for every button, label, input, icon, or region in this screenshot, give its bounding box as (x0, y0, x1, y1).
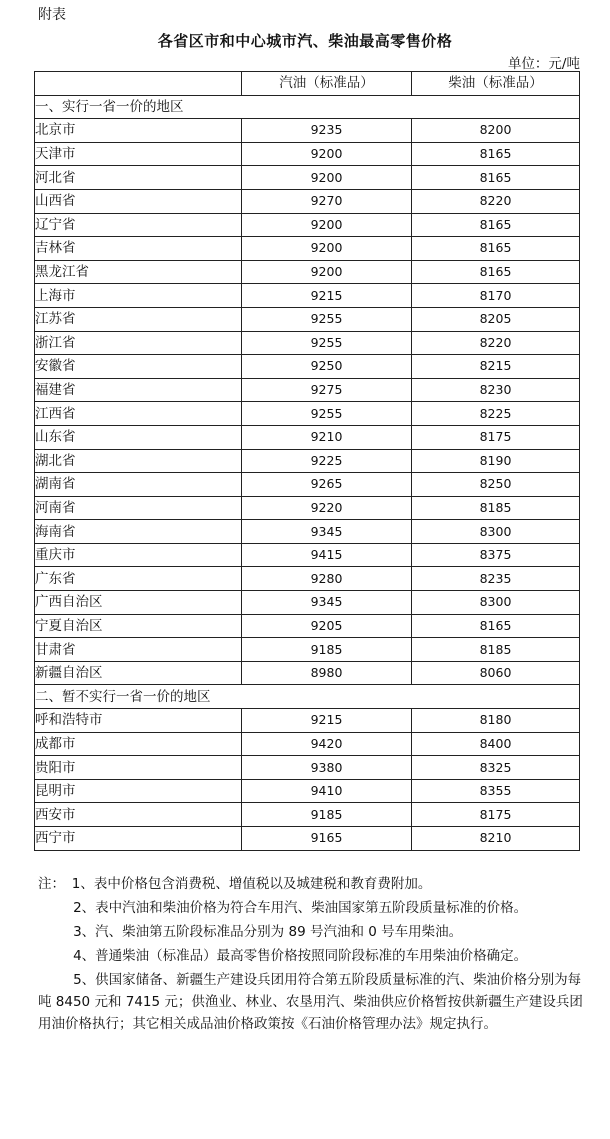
gasoline-price-cell: 9270 (242, 189, 412, 213)
region-cell: 福建省 (35, 378, 242, 402)
section-row (35, 95, 580, 119)
region-cell: 昆明市 (35, 779, 242, 803)
diesel-price-cell: 8165 (412, 213, 580, 237)
table-row (35, 591, 580, 615)
diesel-price-cell: 8250 (412, 473, 580, 497)
diesel-price-cell: 8230 (412, 378, 580, 402)
region-cell: 北京市 (35, 119, 242, 143)
gasoline-price-cell: 9415 (242, 543, 412, 567)
table-row (35, 260, 580, 284)
gasoline-price-cell: 9280 (242, 567, 412, 591)
gasoline-price-cell: 9185 (242, 803, 412, 827)
diesel-price-cell: 8170 (412, 284, 580, 308)
table-row (35, 307, 580, 331)
diesel-price-cell: 8300 (412, 520, 580, 544)
region-cell: 山西省 (35, 189, 242, 213)
region-cell: 海南省 (35, 520, 242, 544)
region-cell: 上海市 (35, 284, 242, 308)
table-row (35, 449, 580, 473)
gasoline-price-cell: 9380 (242, 756, 412, 780)
diesel-price-cell: 8235 (412, 567, 580, 591)
table-row (35, 142, 580, 166)
table-row (35, 166, 580, 190)
gasoline-price-cell: 9255 (242, 331, 412, 355)
diesel-price-cell: 8060 (412, 661, 580, 685)
table-row (35, 189, 580, 213)
table-row (35, 355, 580, 379)
region-cell: 江西省 (35, 402, 242, 426)
diesel-price-cell: 8200 (412, 119, 580, 143)
region-cell: 浙江省 (35, 331, 242, 355)
diesel-price-cell: 8215 (412, 355, 580, 379)
table-row (35, 614, 580, 638)
diesel-price-cell: 8220 (412, 189, 580, 213)
table-row (35, 378, 580, 402)
diesel-price-cell: 8400 (412, 732, 580, 756)
region-cell: 甘肃省 (35, 638, 242, 662)
gasoline-price-cell: 9215 (242, 284, 412, 308)
table-row (35, 119, 580, 143)
gasoline-price-cell: 9410 (242, 779, 412, 803)
region-cell: 安徽省 (35, 355, 242, 379)
section-row (35, 685, 580, 709)
gasoline-price-cell: 9205 (242, 614, 412, 638)
table-row (35, 473, 580, 497)
header-row (35, 72, 580, 96)
diesel-price-cell: 8175 (412, 425, 580, 449)
price-table (34, 71, 580, 851)
diesel-price-cell: 8175 (412, 803, 580, 827)
table-row (35, 756, 580, 780)
diesel-price-cell: 8220 (412, 331, 580, 355)
header-diesel: 柴油（标准品） (412, 72, 580, 96)
diesel-price-cell: 8165 (412, 260, 580, 284)
diesel-price-cell: 8165 (412, 614, 580, 638)
gasoline-price-cell: 9255 (242, 402, 412, 426)
diesel-price-cell: 8225 (412, 402, 580, 426)
note-item: 3、汽、柴油第五阶段标准品分别为 89 号汽油和 0 号车用柴油。 (73, 924, 463, 940)
diesel-price-cell: 8190 (412, 449, 580, 473)
region-cell: 广东省 (35, 567, 242, 591)
diesel-price-cell: 8210 (412, 827, 580, 851)
diesel-price-cell: 8185 (412, 496, 580, 520)
region-cell: 贵阳市 (35, 756, 242, 780)
region-cell: 广西自治区 (35, 591, 242, 615)
table-row (35, 827, 580, 851)
diesel-price-cell: 8185 (412, 638, 580, 662)
table-row (35, 331, 580, 355)
table-row (35, 779, 580, 803)
gasoline-price-cell: 9215 (242, 709, 412, 733)
table-row (35, 213, 580, 237)
diesel-price-cell: 8165 (412, 166, 580, 190)
region-cell: 成都市 (35, 732, 242, 756)
table-row (35, 638, 580, 662)
diesel-price-cell: 8165 (412, 142, 580, 166)
diesel-price-cell: 8355 (412, 779, 580, 803)
region-cell: 辽宁省 (35, 213, 242, 237)
region-cell: 重庆市 (35, 543, 242, 567)
table-row (35, 496, 580, 520)
note-item: 2、表中汽油和柴油价格为符合车用汽、柴油国家第五阶段质量标准的价格。 (73, 900, 528, 916)
table-row (35, 803, 580, 827)
diesel-price-cell: 8325 (412, 756, 580, 780)
notes (38, 873, 586, 1037)
region-cell: 黑龙江省 (35, 260, 242, 284)
region-cell: 天津市 (35, 142, 242, 166)
table-row (35, 567, 580, 591)
region-cell: 湖南省 (35, 473, 242, 497)
diesel-price-cell: 8375 (412, 543, 580, 567)
gasoline-price-cell: 9220 (242, 496, 412, 520)
table-row (35, 237, 580, 261)
table-row (35, 425, 580, 449)
table-row (35, 709, 580, 733)
table-row (35, 543, 580, 567)
header-gasoline: 汽油（标准品） (242, 72, 412, 96)
gasoline-price-cell: 9200 (242, 213, 412, 237)
note-item: 5、供国家储备、新疆生产建设兵团用符合第五阶段质量标准的汽、柴油价格分别为每吨 8450 元和 7415 元；供渔业、林业、农垦用汽、柴油供应价格暂按供新疆生产建设兵团用油价格执行；其它相关成品油价格政策按《石油价格管理办法》规定执行。 (38, 972, 583, 1032)
region-cell: 新疆自治区 (35, 661, 242, 685)
table-row (35, 402, 580, 426)
gasoline-price-cell: 9345 (242, 591, 412, 615)
gasoline-price-cell: 9420 (242, 732, 412, 756)
section-label: 二、暂不实行一省一价的地区 (35, 685, 580, 709)
gasoline-price-cell: 9200 (242, 260, 412, 284)
table-row (35, 661, 580, 685)
diesel-price-cell: 8165 (412, 237, 580, 261)
region-cell: 西宁市 (35, 827, 242, 851)
note-item: 4、普通柴油（标准品）最高零售价格按照同阶段标准的车用柴油价格确定。 (73, 948, 528, 964)
gasoline-price-cell: 9255 (242, 307, 412, 331)
gasoline-price-cell: 9250 (242, 355, 412, 379)
gasoline-price-cell: 9225 (242, 449, 412, 473)
gasoline-price-cell: 9200 (242, 142, 412, 166)
table-row (35, 732, 580, 756)
region-cell: 吉林省 (35, 237, 242, 261)
gasoline-price-cell: 8980 (242, 661, 412, 685)
section-label: 一、实行一省一价的地区 (35, 95, 580, 119)
header-blank (35, 72, 242, 96)
region-cell: 江苏省 (35, 307, 242, 331)
gasoline-price-cell: 9265 (242, 473, 412, 497)
region-cell: 西安市 (35, 803, 242, 827)
diesel-price-cell: 8205 (412, 307, 580, 331)
gasoline-price-cell: 9210 (242, 425, 412, 449)
gasoline-price-cell: 9275 (242, 378, 412, 402)
gasoline-price-cell: 9345 (242, 520, 412, 544)
table-row (35, 520, 580, 544)
gasoline-price-cell: 9165 (242, 827, 412, 851)
gasoline-price-cell: 9200 (242, 166, 412, 190)
region-cell: 河南省 (35, 496, 242, 520)
region-cell: 宁夏自治区 (35, 614, 242, 638)
note-item: 注： 1、表中价格包含消费税、增值税以及城建税和教育费附加。 (38, 876, 432, 892)
diesel-price-cell: 8180 (412, 709, 580, 733)
region-cell: 山东省 (35, 425, 242, 449)
page-title: 各省区市和中心城市汽、柴油最高零售价格 (157, 32, 453, 50)
gasoline-price-cell: 9200 (242, 237, 412, 261)
table-row (35, 284, 580, 308)
attachment-label: 附表 (38, 7, 66, 23)
gasoline-price-cell: 9185 (242, 638, 412, 662)
diesel-price-cell: 8300 (412, 591, 580, 615)
gasoline-price-cell: 9235 (242, 119, 412, 143)
region-cell: 呼和浩特市 (35, 709, 242, 733)
region-cell: 河北省 (35, 166, 242, 190)
unit-label: 单位：元/吨 (507, 56, 580, 72)
region-cell: 湖北省 (35, 449, 242, 473)
